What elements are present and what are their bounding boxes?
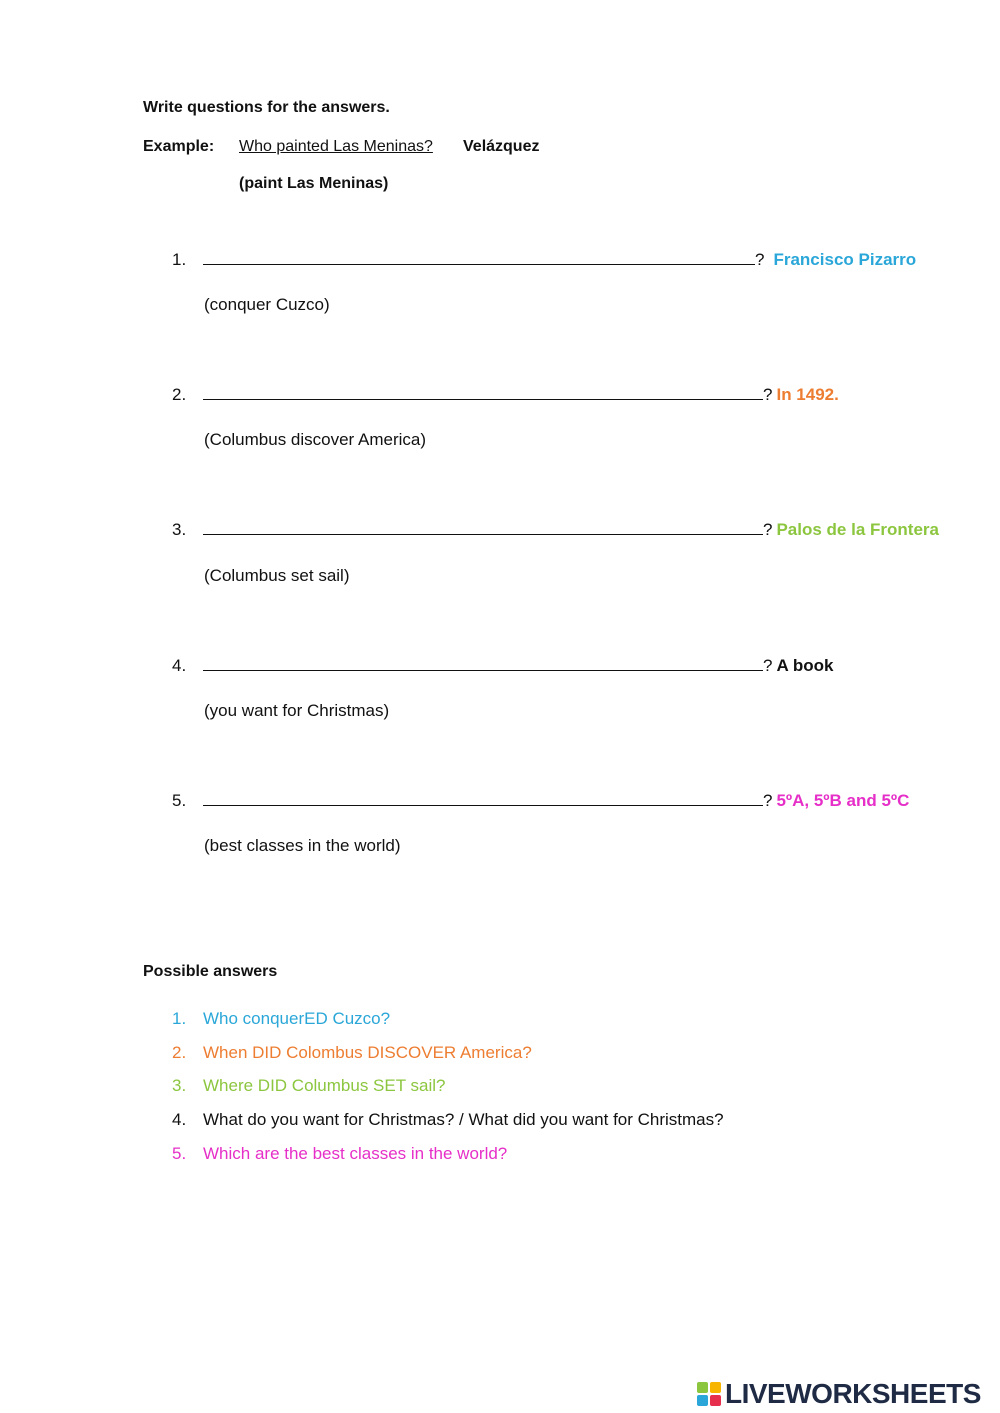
- answer-blank[interactable]: [203, 791, 763, 806]
- question-hint: (Columbus set sail): [204, 566, 350, 585]
- liveworksheets-logo-icon: [697, 1382, 721, 1406]
- question-mark: ?: [763, 385, 773, 404]
- answer-blank[interactable]: [203, 520, 763, 535]
- question-mark: ?: [763, 791, 773, 810]
- answer-text: What do you want for Christmas? / What did you want for Christmas?: [203, 1110, 724, 1129]
- question-number: 2.: [172, 385, 187, 404]
- question-hint: (best classes in the world): [204, 836, 401, 855]
- possible-answer-3: [172, 1076, 446, 1096]
- given-answer: A book: [776, 656, 834, 675]
- question-number: 1.: [172, 250, 187, 269]
- given-answer: 5ºA, 5ºB and 5ºC: [776, 791, 910, 810]
- question-hint: (Columbus discover America): [204, 430, 427, 449]
- question-mark: ?: [755, 250, 765, 269]
- answer-number: 2.: [172, 1043, 187, 1062]
- answer-text: Which are the best classes in the world?: [203, 1144, 508, 1163]
- answer-number: 3.: [172, 1076, 187, 1095]
- question-row-1: [172, 250, 916, 270]
- question-row-2: [172, 385, 839, 405]
- logo-text: LIVEWORKSHEETS: [725, 1378, 981, 1409]
- answer-blank[interactable]: [203, 385, 763, 400]
- answer-text: When DID Colombus DISCOVER America?: [203, 1043, 532, 1062]
- given-answer: Francisco Pizarro: [773, 250, 917, 269]
- given-answer: In 1492.: [776, 385, 839, 404]
- possible-answer-2: [172, 1043, 532, 1063]
- possible-answers-title: Possible answers: [143, 963, 278, 980]
- question-mark: ?: [763, 520, 773, 539]
- question-number: 5.: [172, 791, 187, 810]
- question-hint: (conquer Cuzco): [204, 295, 330, 314]
- example-hint: (paint Las Meninas): [239, 175, 389, 192]
- question-number: 3.: [172, 520, 187, 539]
- answer-number: 1.: [172, 1009, 187, 1028]
- answer-number: 5.: [172, 1144, 187, 1163]
- possible-answer-4: [172, 1110, 724, 1130]
- question-hint: (you want for Christmas): [204, 701, 390, 720]
- answer-blank[interactable]: [203, 656, 763, 671]
- possible-answer-5: [172, 1144, 507, 1164]
- question-number: 4.: [172, 656, 187, 675]
- answer-number: 4.: [172, 1110, 187, 1129]
- question-row-5: [172, 791, 909, 811]
- question-row-3: [172, 520, 939, 540]
- answer-blank[interactable]: [203, 250, 755, 265]
- example-label: Example:: [143, 138, 215, 155]
- instructions-title: Write questions for the answers.: [143, 99, 390, 116]
- question-row-4: [172, 656, 833, 676]
- given-answer: Palos de la Frontera: [776, 520, 939, 539]
- possible-answer-1: [172, 1009, 390, 1029]
- example-answer: Velázquez: [463, 138, 540, 155]
- question-mark: ?: [763, 656, 773, 675]
- example-question: Who painted Las Meninas?: [239, 138, 433, 155]
- answer-text: Where DID Columbus SET sail?: [203, 1076, 446, 1095]
- answer-text: Who conquerED Cuzco?: [203, 1009, 391, 1028]
- liveworksheets-logo[interactable]: [697, 1379, 997, 1409]
